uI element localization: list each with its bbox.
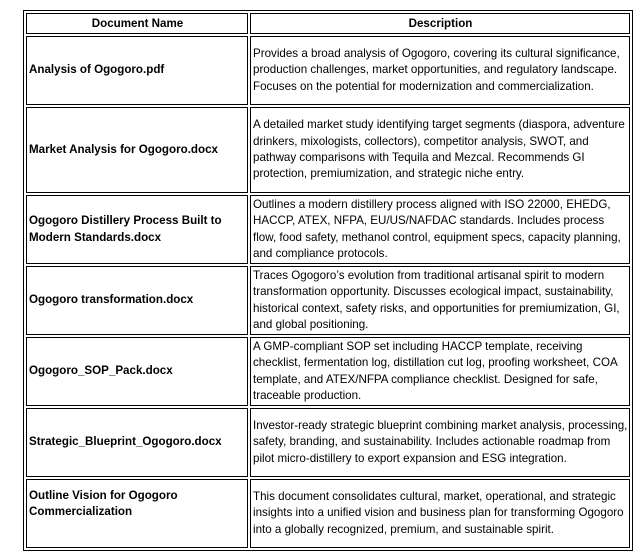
document-description-cell: Outlines a modern distillery process aligned with ISO 22000, EHEDG, HACCP, ATEX, NFPA, EU/US/NAFDAC standards. Includes process flow, food safety, methanol control, equipment specs, capacity planning, and compliance protocols. bbox=[250, 195, 630, 264]
document-name-cell: Outline Vision for Ogogoro Commercialization bbox=[26, 479, 248, 548]
document-description-cell: Investor-ready strategic blueprint combining market analysis, processing, safety, branding, and sustainability. Includes actionable roadmap from pilot micro-distillery to export expansion and ESG integration. bbox=[250, 408, 630, 477]
table-row bbox=[26, 36, 630, 105]
document-description-cell: A GMP-compliant SOP set including HACCP template, receiving checklist, fermentation log, distillation cut log, proofing worksheet, COA template, and ATEX/NFPA compliance checklist. Designed for safe, traceable production. bbox=[250, 337, 630, 406]
document-name-cell: Ogogoro_SOP_Pack.docx bbox=[26, 337, 248, 406]
table-row bbox=[26, 266, 630, 335]
document-name-cell: Ogogoro transformation.docx bbox=[26, 266, 248, 335]
document-description-cell: A detailed market study identifying target segments (diaspora, adventure drinkers, mixologists, collectors), competitor analysis, SWOT, and pathway comparisons with Tequila and Mezcal. Recommends GI protection, premiumization, and strategic niche entry. bbox=[250, 107, 630, 193]
header-document-name: Document Name bbox=[26, 13, 248, 34]
table-header-row bbox=[26, 13, 630, 34]
document-name-cell: Analysis of Ogogoro.pdf bbox=[26, 36, 248, 105]
table-row bbox=[26, 408, 630, 477]
document-description-cell: This document consolidates cultural, market, operational, and strategic insights into a unified vision and business plan for transforming Ogogoro into a globally recognized, premium, and sustainable spirit. bbox=[250, 479, 630, 548]
documents-table bbox=[23, 10, 633, 551]
table-row bbox=[26, 337, 630, 406]
document-description-cell: Provides a broad analysis of Ogogoro, covering its cultural significance, production challenges, market opportunities, and regulatory landscape. Focuses on the potential for modernization and commercialization. bbox=[250, 36, 630, 105]
header-description: Description bbox=[250, 13, 630, 34]
table-row bbox=[26, 479, 630, 548]
document-description-cell: Traces Ogogoro’s evolution from traditional artisanal spirit to modern transformation opportunity. Discusses ecological impact, sustainability, historical context, safety risks, and opportunities for premiumization, GI, and global positioning. bbox=[250, 266, 630, 335]
table-row bbox=[26, 195, 630, 264]
document-name-cell: Strategic_Blueprint_Ogogoro.docx bbox=[26, 408, 248, 477]
document-name-cell: Market Analysis for Ogogoro.docx bbox=[26, 107, 248, 193]
document-name-cell: Ogogoro Distillery Process Built to Modern Standards.docx bbox=[26, 195, 248, 264]
table-row bbox=[26, 107, 630, 193]
